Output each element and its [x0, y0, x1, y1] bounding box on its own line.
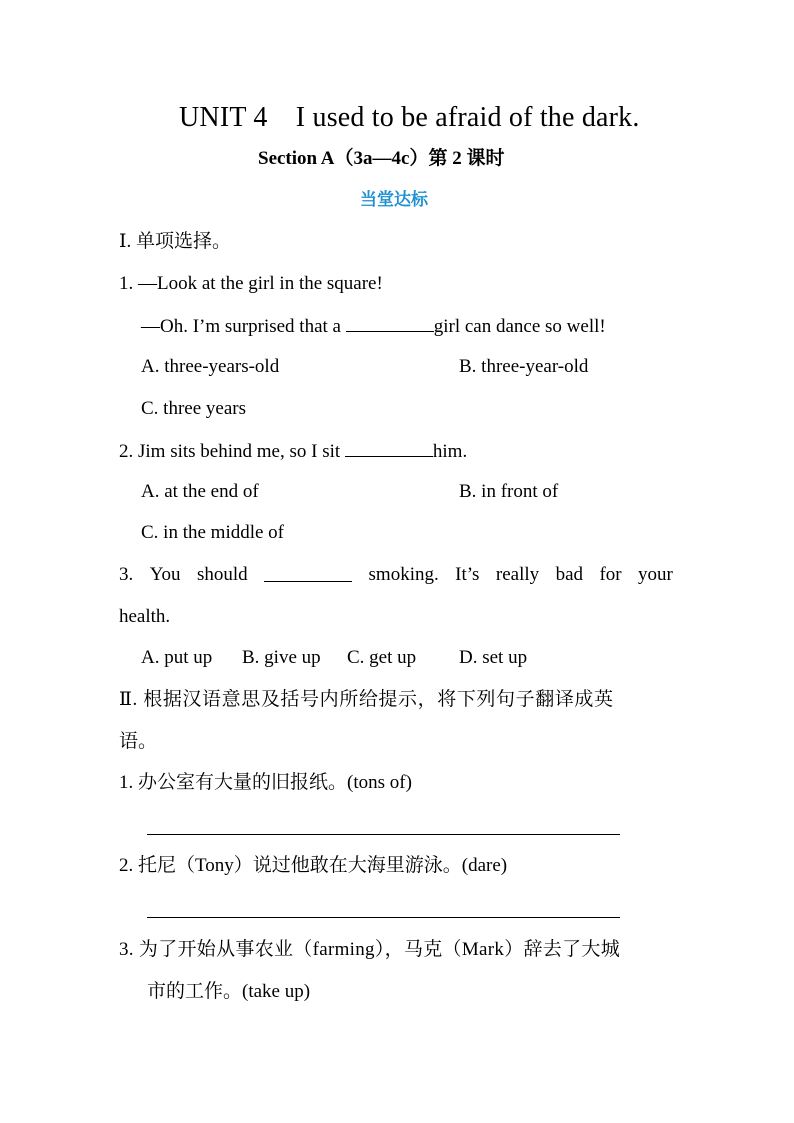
- q2-option-b: B. in front of: [459, 481, 559, 502]
- q1-option-b: B. three-year-old: [459, 356, 589, 377]
- translation-2: 2. 托尼（Tony）说过他敢在大海里游泳。(dare): [119, 855, 508, 876]
- q2-answer-blank[interactable]: [345, 438, 433, 457]
- q3-option-c: C. get up: [347, 647, 417, 668]
- q1-option-c: C. three years: [141, 398, 246, 419]
- q3-line2: health.: [119, 606, 171, 627]
- part1-heading: Ⅰ. 单项选择。: [119, 231, 232, 252]
- q3-word: should: [196, 564, 248, 585]
- part2-heading-cont: 语。: [119, 731, 158, 752]
- q3-word: your: [638, 564, 673, 585]
- part2-heading: Ⅱ. 根据汉语意思及括号内所给提示，将下列句子翻译成英: [119, 689, 614, 710]
- translation-3-cont: 市的工作。(take up): [147, 981, 311, 1002]
- q3-word: really: [495, 564, 540, 585]
- q3-word: bad: [555, 564, 584, 585]
- answer-line-2[interactable]: [147, 917, 620, 918]
- lesson-subtitle: Section A（3a—4c）第 2 课时: [258, 148, 505, 169]
- q1-answer-blank[interactable]: [346, 313, 434, 332]
- page-title: UNIT 4 I used to be afraid of the dark.: [179, 102, 640, 133]
- section-tag: 当堂达标: [360, 190, 428, 209]
- q3-option-b: B. give up: [242, 647, 321, 668]
- q2-line1-before: 2. Jim sits behind me, so I sit: [119, 441, 341, 462]
- q3-answer-blank[interactable]: [264, 563, 352, 582]
- q3-word: 3.: [119, 564, 134, 585]
- q3-option-a: A. put up: [141, 647, 213, 668]
- q2-line1-after: him.: [432, 441, 468, 462]
- q3-word: for: [599, 564, 622, 585]
- q3-line1: [119, 563, 673, 587]
- translation-3: 3. 为了开始从事农业（farming），马克（Mark）辞去了大城: [119, 939, 621, 960]
- q3-word: It’s: [455, 564, 480, 585]
- q2-line1: [119, 438, 467, 464]
- q2-option-c: C. in the middle of: [141, 522, 285, 543]
- q1-line2-after: girl can dance so well!: [433, 316, 606, 337]
- translation-1: 1. 办公室有大量的旧报纸。(tons of): [119, 772, 412, 793]
- q1-line1: 1. —Look at the girl in the square!: [119, 273, 383, 294]
- q2-option-a: A. at the end of: [141, 481, 259, 502]
- q3-word: You: [149, 564, 181, 585]
- q1-line2-before: —Oh. I’m surprised that a: [141, 316, 341, 337]
- q1-option-a: A. three-years-old: [141, 356, 280, 377]
- q3-word: smoking.: [368, 564, 439, 585]
- answer-line-1[interactable]: [147, 834, 620, 835]
- q3-option-d: D. set up: [459, 647, 528, 668]
- q1-line2: [141, 313, 606, 339]
